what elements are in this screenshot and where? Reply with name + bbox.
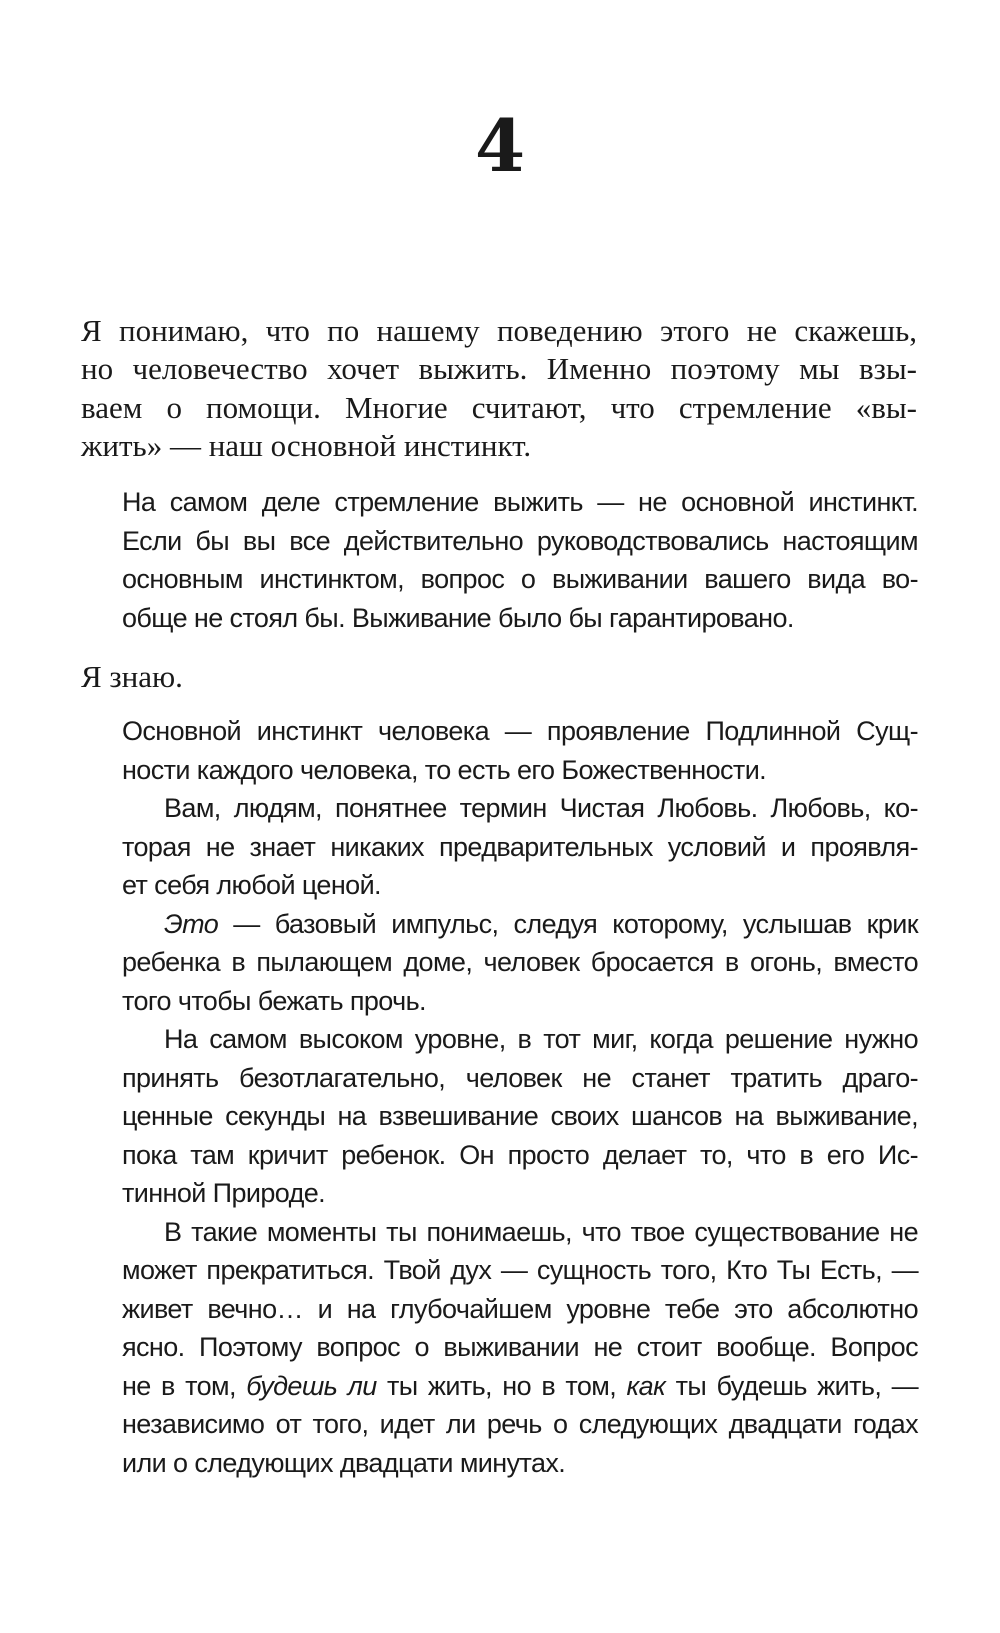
text-line: ценные секунды на взвешивание своих шансов на выживание, [122, 1101, 918, 1131]
text-line: но человечество хочет выжить. Именно поэтому мы взы- [81, 351, 917, 387]
text-line: принять безотлагательно, человек не станет тратить драго- [122, 1062, 918, 1093]
text-line: ясно. Поэтому вопрос о выживании не стоит вообще. Вопрос [122, 1332, 918, 1362]
text-line: жить» — наш основной инстинкт. [81, 428, 532, 464]
text-line: живет вечно… и на глубочайшем уровне тебе это абсолютно [122, 1293, 918, 1324]
text-line: На самом высоком уровне, в тот миг, когда решение нужно [164, 1024, 918, 1054]
text-fragment: ты жить, но в том, [376, 1370, 627, 1401]
text-line: или о следующих двадцати минутах. [122, 1447, 566, 1478]
text-line: На самом деле стремление выжить — не основной инстинкт. [122, 487, 918, 517]
text-line: основным инстинктом, вопрос о выживании вашего вида во- [122, 564, 918, 594]
chapter-number: 4 [474, 103, 526, 188]
text-line: пока там кричит ребенок. Он просто делает то, что в его Ис- [122, 1139, 918, 1170]
emphasis-text: как [626, 1370, 666, 1401]
answer-paragraph [122, 712, 918, 1482]
answer-paragraph [122, 483, 918, 637]
text-line: обще не стоял бы. Выживание было бы гарантировано. [122, 602, 794, 633]
emphasis-text: Это [164, 908, 219, 939]
text-line: торая не знает никаких предварительных условий и проявля- [122, 831, 918, 862]
emphasis-text: будешь ли [246, 1370, 377, 1401]
text-fragment: — базовый импульс, следуя которому, услышав крик [218, 908, 918, 939]
text-fragment: не в том, [122, 1370, 247, 1401]
text-line: Если бы вы все действительно руководствовались настоящим [122, 525, 918, 556]
text-line: ности каждого человека, то есть его Божественности. [122, 754, 767, 785]
question-paragraph [81, 312, 917, 466]
text-line: того чтобы бежать прочь. [122, 985, 426, 1016]
text-line: Я знаю. [81, 659, 183, 694]
text-fragment: ты будешь жить, — [665, 1370, 918, 1401]
text-line: ет себя любой ценой. [122, 870, 381, 900]
text-line: ваем о помощи. Многие считают, что стремление «вы- [81, 389, 917, 425]
text-line: независимо от того, идет ли речь о следующих двадцати годах [122, 1409, 918, 1439]
text-line: может прекратиться. Твой дух — сущность того, Кто Ты Есть, — [122, 1255, 918, 1285]
text-line: ребенка в пылающем доме, человек бросается в огонь, вместо [122, 947, 918, 977]
text-line [122, 905, 918, 944]
text-line: Основной инстинкт человека — проявление Подлинной Сущ- [122, 716, 918, 746]
text-line: тинной Природе. [122, 1178, 326, 1208]
text-line [122, 1367, 918, 1406]
question-paragraph [81, 658, 917, 696]
text-line: В такие моменты ты понимаешь, что твое существование не [164, 1216, 918, 1247]
text-line: Вам, людям, понятнее термин Чистая Любовь. Любовь, ко- [164, 793, 918, 823]
text-line: Я понимаю, что по нашему поведению этого не скажешь, [81, 313, 917, 348]
